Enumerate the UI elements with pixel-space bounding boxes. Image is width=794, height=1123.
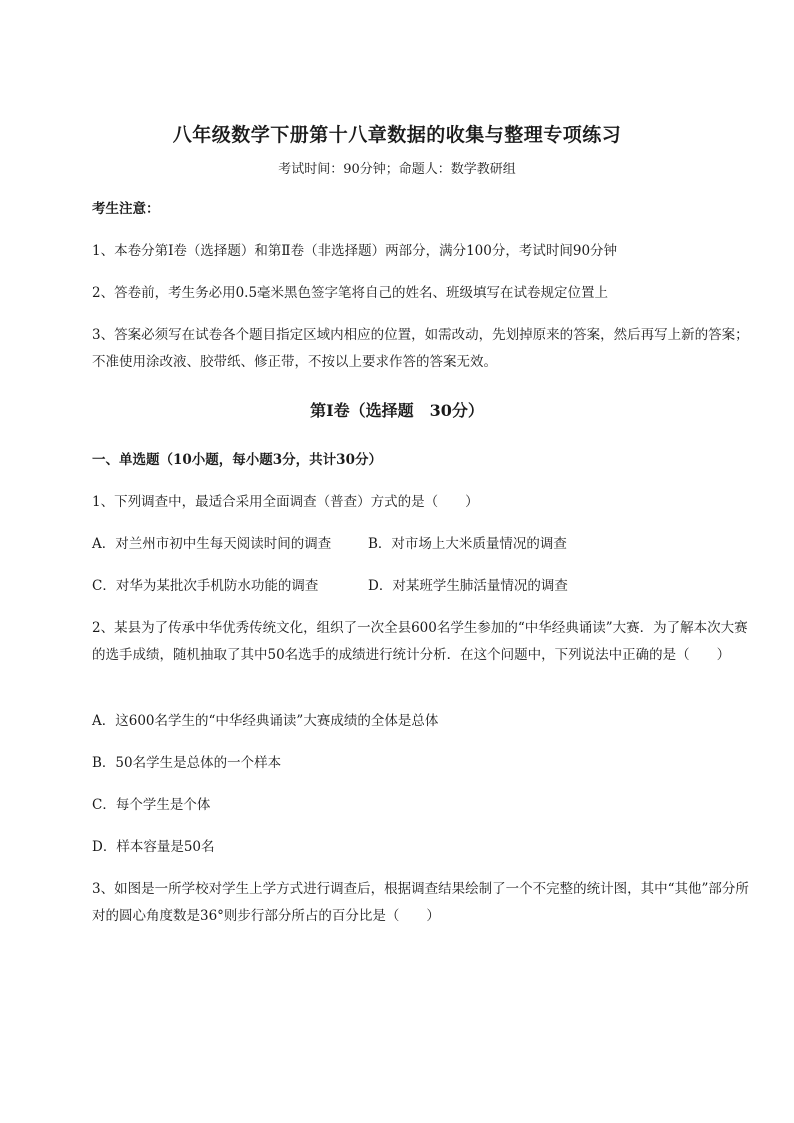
question-1-stem: 1、下列调查中，最适合采用全面调查（普查）方式的是（ ） [92,494,479,510]
question-1-option-a: A．对兰州市初中生每天阅读时间的调查 [92,536,332,552]
notice-item-1: 1、本卷分第Ⅰ卷（选择题）和第Ⅱ卷（非选择题）两部分，满分100分，考试时间90分钟 [92,243,618,259]
notice-item-3: 3、答案必须写在试卷各个题目指定区域内相应的位置，如需改动，先划掉原来的答案，然后再写上新的答案；不准使用涂改液、胶带纸、修正带，不按以上要求作答的答案无效。 [92,327,749,370]
page-subtitle: 考试时间：90分钟；命题人：数学教研组 [278,162,516,177]
question-2-stem: 2、某县为了传承中华优秀传统文化，组织了一次全县600名学生参加的“中华经典诵读”大赛．为了解本次大赛的选手成绩，随机抽取了其中50名选手的成绩进行统计分析．在这个问题中，下列说法中正确的是（ ） [92,620,748,663]
question-2-option-a: A．这600名学生的“中华经典诵读”大赛成绩的全体是总体 [92,713,439,729]
question-1-option-b: B．对市场上大米质量情况的调查 [368,536,567,552]
question-2-option-d: D．样本容量是50名 [92,839,215,855]
question-2-option-b: B．50名学生是总体的一个样本 [92,755,282,771]
page-title: 八年级数学下册第十八章数据的收集与整理专项练习 [172,124,622,146]
notice-item-2: 2、答卷前，考生务必用0.5毫米黑色签字笔将自己的姓名、班级填写在试卷规定位置上 [92,285,609,301]
question-1-option-d: D．对某班学生肺活量情况的调查 [368,578,568,594]
question-1-option-c: C．对华为某批次手机防水功能的调查 [92,578,319,594]
question-2-option-c: C．每个学生是个体 [92,797,211,813]
section-title: 第Ⅰ卷（选择题 30分） [310,401,484,420]
part-heading: 一、单选题（10小题，每小题3分，共计30分） [92,452,382,468]
question-3-stem: 3、如图是一所学校对学生上学方式进行调查后，根据调查结果绘制了一个不完整的统计图，其中“其他”部分所对的圆心角度数是36°则步行部分所占的百分比是（ ） [92,881,749,924]
notice-heading: 考生注意： [92,201,160,217]
